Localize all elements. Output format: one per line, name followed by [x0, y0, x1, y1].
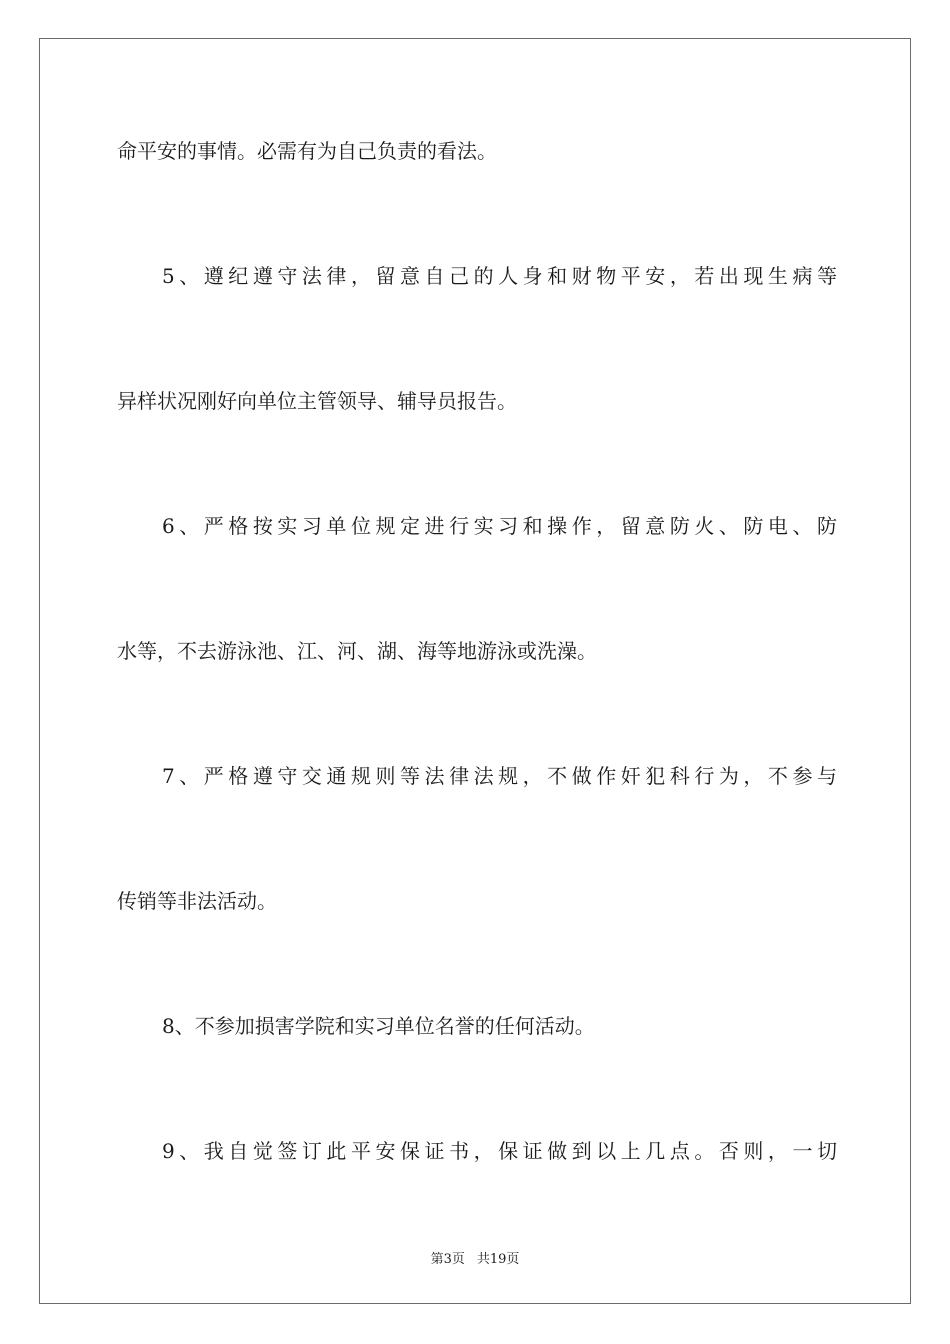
item-6-line-2: 水等，不去游泳池、江、河、湖、海等地游泳或洗澡。 [117, 639, 597, 663]
item-9-line-1: 9、我自觉签订此平安保证书，保证做到以上几点。否则，一切 [162, 1139, 837, 1163]
page-total: 共19页 [476, 1252, 520, 1267]
item-5-line-2: 异样状况刚好向单位主管领导、辅导员报告。 [117, 389, 517, 413]
page-footer [0, 1248, 950, 1267]
item-8-line-1: 8、不参加损害学院和实习单位名誉的任何活动。 [162, 1014, 595, 1038]
page-border [39, 38, 911, 1304]
page-number: 第3页 [430, 1252, 465, 1267]
item-7-line-2: 传销等非法活动。 [117, 889, 277, 913]
text-line-1: 命平安的事情。必需有为自己负责的看法。 [117, 139, 497, 163]
item-6-line-1: 6、严格按实习单位规定进行实习和操作，留意防火、防电、防 [162, 514, 837, 538]
item-7-line-1: 7、严格遵守交通规则等法律法规，不做作奸犯科行为，不参与 [162, 764, 837, 788]
item-5-line-1: 5、遵纪遵守法律，留意自己的人身和财物平安，若出现生病等 [162, 264, 837, 288]
